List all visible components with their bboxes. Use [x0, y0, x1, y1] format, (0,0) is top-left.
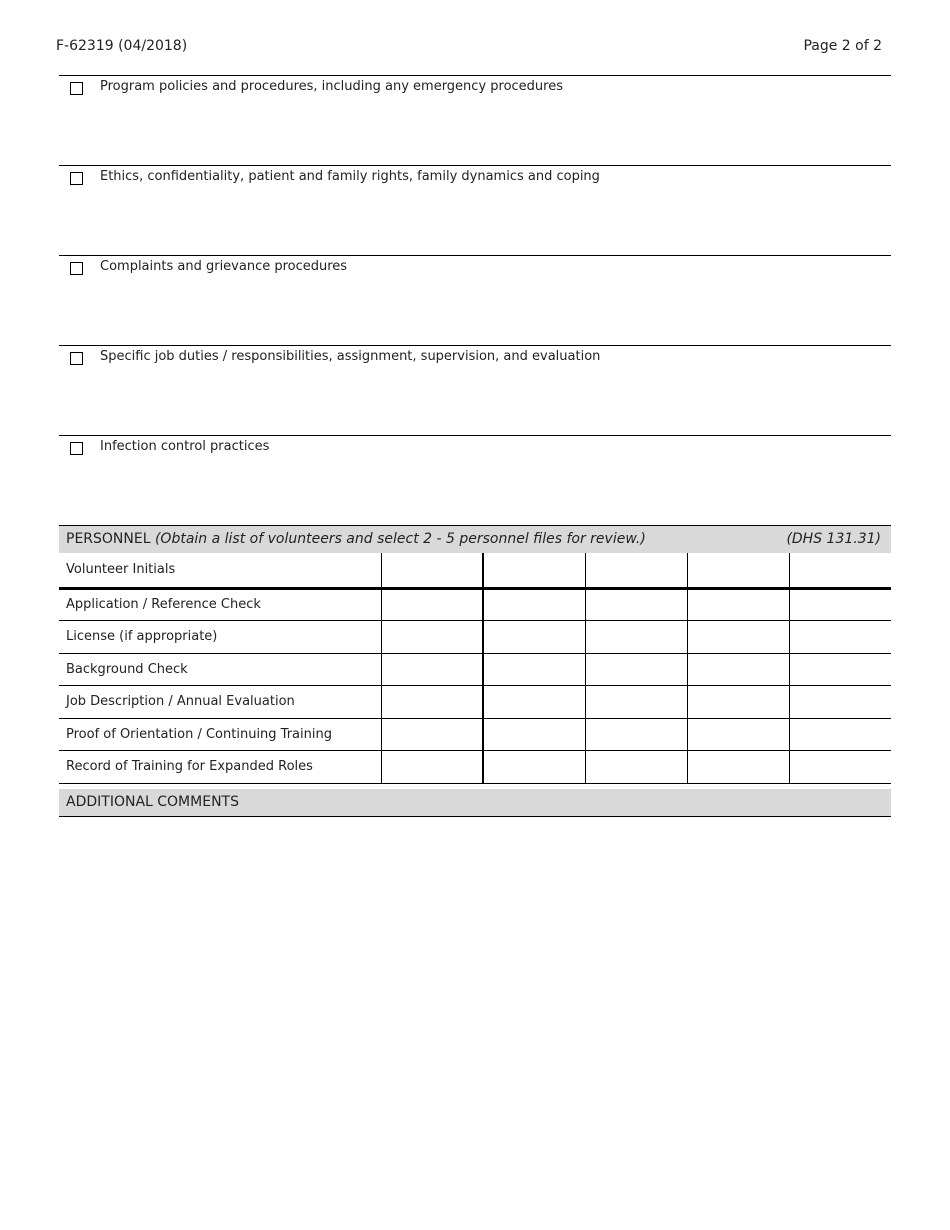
table-cell[interactable] [585, 588, 687, 621]
checkbox[interactable] [70, 352, 83, 365]
table-cell[interactable] [687, 686, 789, 719]
table-cell[interactable] [585, 553, 687, 588]
row-label: Proof of Orientation / Continuing Training [59, 718, 381, 751]
table-cell[interactable] [789, 653, 891, 686]
table-row [59, 653, 891, 686]
checklist-item [59, 435, 891, 525]
table-cell[interactable] [687, 653, 789, 686]
checkbox[interactable] [70, 172, 83, 185]
table-cell[interactable] [585, 621, 687, 654]
table-cell[interactable] [381, 588, 483, 621]
checklist-item-label: Complaints and grievance procedures [100, 259, 348, 274]
table-cell[interactable] [789, 718, 891, 751]
checklist-item [59, 165, 891, 255]
table-cell[interactable] [585, 718, 687, 751]
table-row [59, 621, 891, 654]
checklist-item [59, 255, 891, 345]
table-row [59, 751, 891, 784]
table-cell[interactable] [687, 588, 789, 621]
checklist [59, 75, 891, 525]
table-cell[interactable] [483, 686, 585, 719]
table-cell[interactable] [381, 621, 483, 654]
row-label: Volunteer Initials [59, 553, 381, 588]
row-label: License (if appropriate) [59, 621, 381, 654]
table-cell[interactable] [483, 621, 585, 654]
table-cell[interactable] [789, 686, 891, 719]
checklist-item [59, 345, 891, 435]
checklist-item-label: Specific job duties / responsibilities, assignment, supervision, and evaluation [100, 349, 601, 364]
table-cell[interactable] [687, 718, 789, 751]
table-cell[interactable] [381, 553, 483, 588]
table-cell[interactable] [483, 553, 585, 588]
table-cell[interactable] [483, 588, 585, 621]
row-label: Application / Reference Check [59, 588, 381, 621]
row-label: Job Description / Annual Evaluation [59, 686, 381, 719]
table-cell[interactable] [381, 751, 483, 784]
checkbox[interactable] [70, 82, 83, 95]
table-cell[interactable] [483, 653, 585, 686]
table-cell[interactable] [789, 553, 891, 588]
personnel-reference: (DHS 131.31) [786, 531, 881, 547]
checklist-item [59, 75, 891, 165]
personnel-title [66, 531, 646, 547]
table-cell[interactable] [585, 686, 687, 719]
page-number: Page 2 of 2 [803, 38, 882, 54]
form-id: F-62319 (04/2018) [56, 38, 188, 54]
table-cell[interactable] [381, 686, 483, 719]
table-row [59, 718, 891, 751]
checklist-item-label: Program policies and procedures, including any emergency procedures [100, 79, 563, 94]
personnel-section-header [59, 525, 891, 553]
table-cell[interactable] [687, 621, 789, 654]
table-cell[interactable] [483, 718, 585, 751]
table-row [59, 553, 891, 588]
table-row [59, 686, 891, 719]
comments-title: ADDITIONAL COMMENTS [66, 794, 239, 810]
personnel-title-text: PERSONNEL [66, 531, 151, 547]
table-cell[interactable] [789, 588, 891, 621]
personnel-instruction: (Obtain a list of volunteers and select 2 - 5 personnel files for review.) [154, 531, 646, 547]
checkbox[interactable] [70, 442, 83, 455]
row-label: Record of Training for Expanded Roles [59, 751, 381, 784]
checklist-item-label: Ethics, confidentiality, patient and family rights, family dynamics and coping [100, 169, 600, 184]
checkbox[interactable] [70, 262, 83, 275]
table-cell[interactable] [789, 751, 891, 784]
table-cell[interactable] [381, 718, 483, 751]
comments-field[interactable] [59, 817, 891, 1177]
table-cell[interactable] [585, 751, 687, 784]
checklist-item-label: Infection control practices [100, 439, 270, 454]
table-cell[interactable] [483, 751, 585, 784]
table-cell[interactable] [381, 653, 483, 686]
row-label: Background Check [59, 653, 381, 686]
table-row [59, 588, 891, 621]
table-cell[interactable] [687, 751, 789, 784]
table-cell[interactable] [585, 653, 687, 686]
table-cell[interactable] [687, 553, 789, 588]
personnel-table [59, 553, 891, 784]
comments-section-header [59, 789, 891, 817]
table-cell[interactable] [789, 621, 891, 654]
